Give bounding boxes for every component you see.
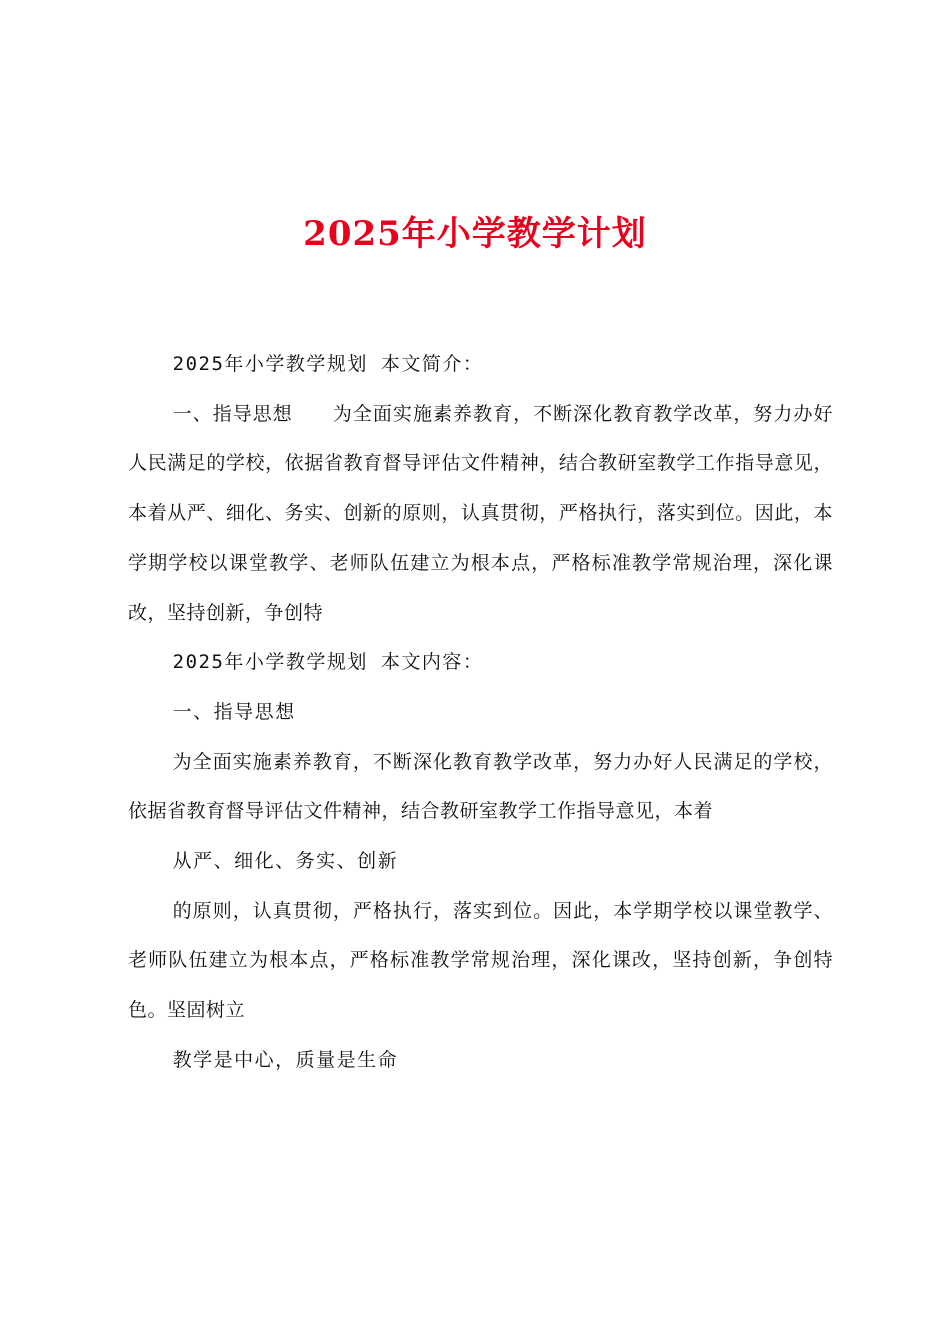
document-body (128, 340, 833, 1086)
body-paragraph: 从严、细化、务实、创新 (172, 850, 399, 873)
summary-paragraph: 一、指导思想 为全面实施素养教育，不断深化教育教学改革，努力办好人民满足的学校，依据省教育督导评估文件精神，结合教研室教学工作指导意见，本着从严、细化、务实、创新的原则，认真贯彻，严格执行，落实到位。因此，本学期学校以课堂教学、老师队伍建立为根本点，严格标准教学常规治理，深化课改，坚持创新，争创特 (128, 402, 833, 624)
document-title: 2025年小学教学计划 (303, 214, 647, 254)
content-heading: 2025年小学教学规划 本文内容： (172, 651, 484, 674)
body-paragraph: 教学是中心，质量是生命 (172, 1048, 399, 1071)
body-paragraph: 的原则，认真贯彻，严格执行，落实到位。因此，本学期学校以课堂教学、老师队伍建立为根本点，严格标准教学常规治理，深化课改，坚持创新，争创特色。坚固树立 (128, 899, 833, 1022)
body-paragraph: 为全面实施素养教育，不断深化教育教学改革，努力办好人民满足的学校，依据省教育督导评估文件精神，结合教研室教学工作指导意见，本着 (128, 750, 833, 823)
summary-heading: 2025年小学教学规划 本文简介： (172, 353, 484, 375)
section-heading-guiding-thought: 一、指导思想 (172, 700, 296, 723)
